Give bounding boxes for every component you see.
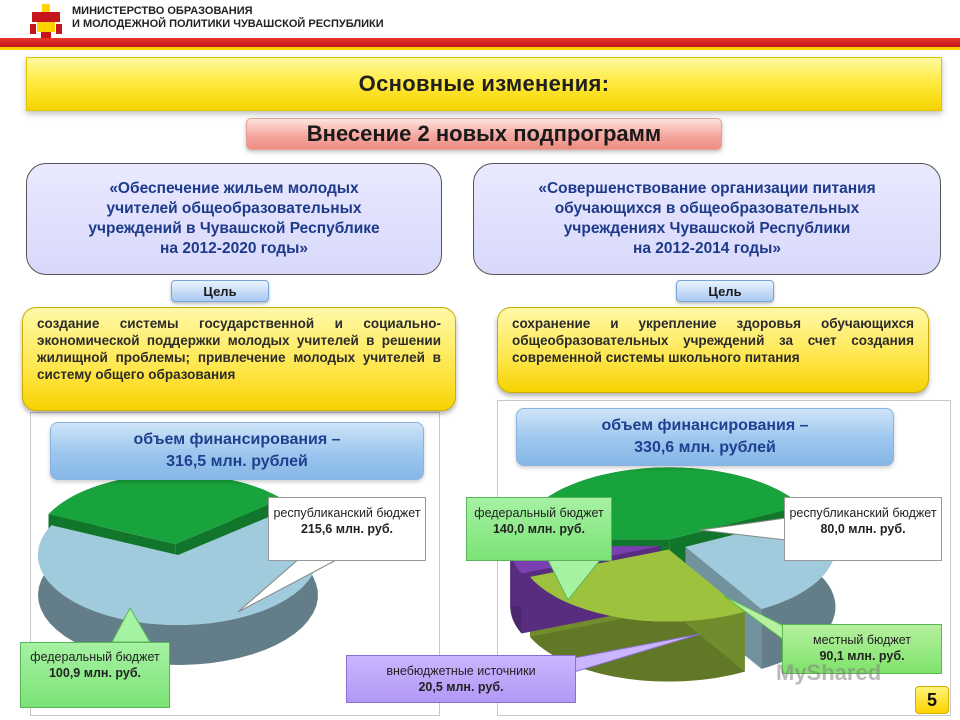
callout-label: республиканский бюджет bbox=[789, 506, 937, 520]
callout-label: местный бюджет bbox=[812, 633, 912, 647]
program-line: на 2012-2014 годы» bbox=[633, 240, 781, 257]
ministry-line-2: И МОЛОДЕЖНОЙ ПОЛИТИКИ ЧУВАШСКОЙ РЕСПУБЛИКИ bbox=[72, 18, 384, 30]
funding-amount: 316,5 млн. рублей bbox=[166, 453, 308, 470]
callout-label: республиканский бюджет bbox=[273, 506, 421, 520]
callout-right-republic bbox=[784, 497, 942, 561]
callout-left-federal bbox=[20, 642, 170, 708]
goal-label-right: Цель bbox=[676, 280, 774, 302]
callout-amount: 140,0 млн. руб. bbox=[492, 522, 586, 536]
goal-label-left: Цель bbox=[171, 280, 269, 302]
program-line: «Совершенствование организации питания bbox=[538, 180, 876, 197]
page-number: 5 bbox=[915, 686, 949, 714]
callout-amount: 100,9 млн. руб. bbox=[48, 666, 142, 680]
goal-text-left: создание системы государственной и социально-экономической поддержки молодых учителей в решении жилищной проблемы; привлечение молодых учителей в систему общего образования bbox=[22, 307, 456, 411]
program-line: учреждениях Чувашской Республики bbox=[563, 220, 851, 237]
ministry-line-1: МИНИСТЕРСТВО ОБРАЗОВАНИЯ bbox=[72, 5, 253, 17]
callout-amount: 215,6 млн. руб. bbox=[300, 522, 394, 536]
page-title: Основные изменения: bbox=[358, 71, 610, 96]
funding-label: объем финансирования – bbox=[601, 417, 809, 434]
callout-amount: 80,0 млн. руб. bbox=[820, 522, 906, 536]
callout-amount: 20,5 млн. руб. bbox=[418, 680, 504, 694]
watermark: MyShared bbox=[776, 660, 882, 685]
program-line: «Обеспечение жильем молодых bbox=[109, 180, 359, 197]
program-line: учителей общеобразовательных bbox=[106, 200, 362, 217]
callout-left-republic bbox=[268, 497, 426, 561]
program-line: учреждений в Чувашской Республике bbox=[88, 220, 380, 237]
funding-amount: 330,6 млн. рублей bbox=[634, 439, 776, 456]
page-subtitle: Внесение 2 новых подпрограмм bbox=[306, 121, 662, 146]
goal-text-right: сохранение и укрепление здоровья обучающихся общеобразовательных учреждений за счет создания современной системы школьного питания bbox=[497, 307, 929, 393]
callout-label: федеральный бюджет bbox=[30, 650, 160, 664]
callout-amount: 90,1 млн. руб. bbox=[819, 649, 905, 663]
program-line: на 2012-2020 годы» bbox=[160, 240, 308, 257]
callout-label: внебюджетные источники bbox=[386, 664, 536, 678]
callout-right-federal bbox=[466, 497, 612, 561]
funding-label: объем финансирования – bbox=[133, 431, 341, 448]
funding-total-left bbox=[50, 422, 424, 480]
callout-label: федеральный бюджет bbox=[474, 506, 604, 520]
funding-total-right bbox=[516, 408, 894, 466]
callout-right-extra bbox=[346, 655, 576, 703]
program-line: обучающихся в общеобразовательных bbox=[554, 200, 860, 217]
